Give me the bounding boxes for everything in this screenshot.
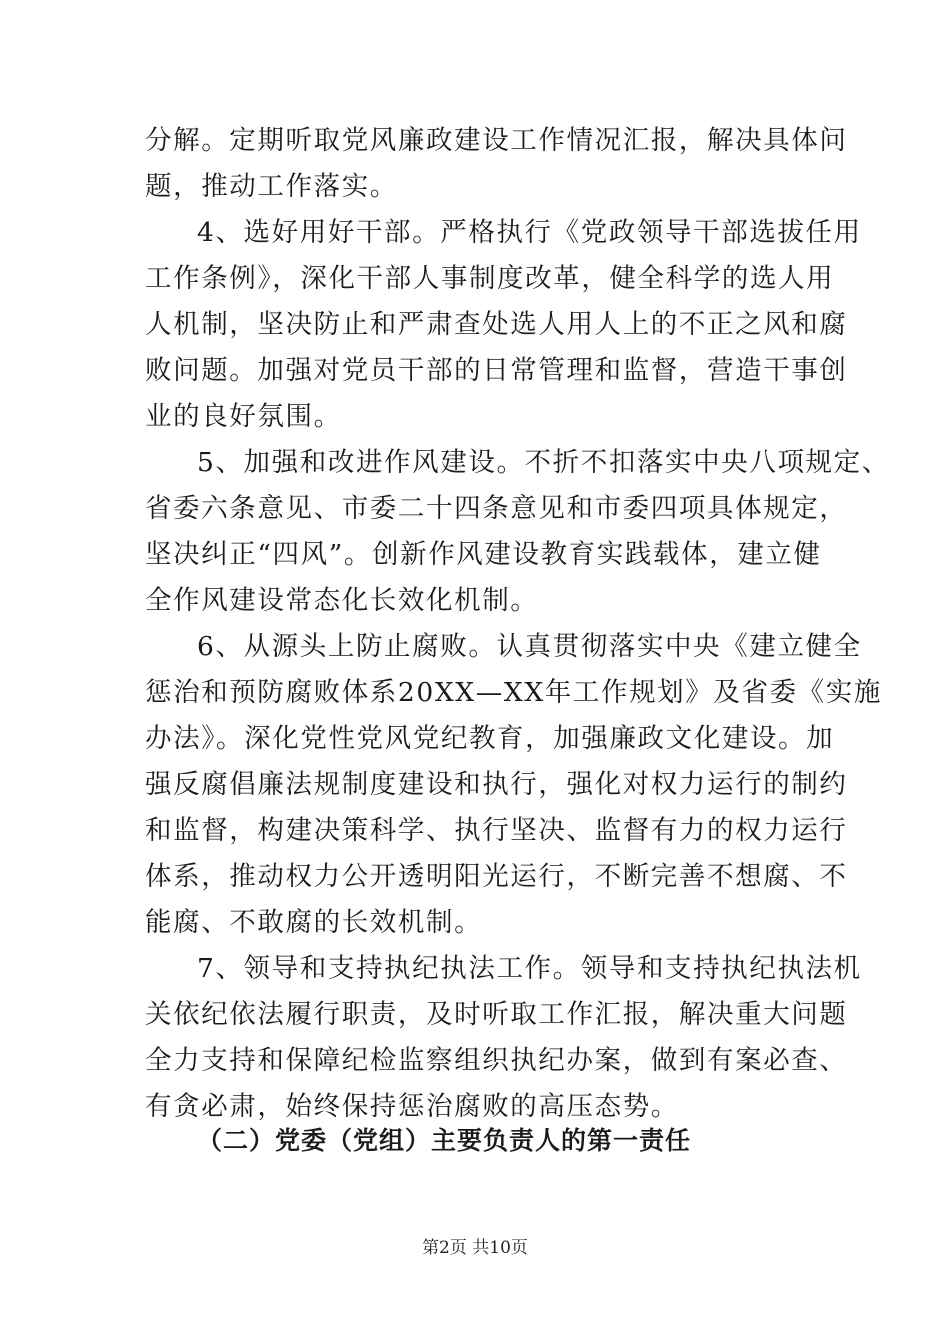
- body-text-line: 题，推动工作落实。: [145, 171, 398, 202]
- body-text-line: 关依纪依法履行职责，及时听取工作汇报，解决重大问题: [145, 999, 848, 1030]
- body-text-line: 全力支持和保障纪检监察组织执纪办案，做到有案必查、: [145, 1045, 848, 1076]
- page-number-footer: 第2页 共10页: [422, 1238, 528, 1258]
- body-text-line: 败问题。加强对党员干部的日常管理和监督，营造干事创: [145, 355, 848, 386]
- body-text-line: 省委六条意见、市委二十四条意见和市委四项具体规定，: [145, 493, 848, 524]
- body-text-line: 分解。定期听取党风廉政建设工作情况汇报，解决具体问: [145, 125, 848, 156]
- section-heading: （二）党委（党组）主要负责人的第一责任: [197, 1126, 692, 1155]
- body-text-line: 全作风建设常态化长效化机制。: [145, 585, 539, 616]
- body-text-line: 办法》。深化党性党风党纪教育，加强廉政文化建设。加: [145, 723, 835, 754]
- body-text-line: 强反腐倡廉法规制度建设和执行，强化对权力运行的制约: [145, 769, 848, 800]
- body-text-line: 能腐、不敢腐的长效机制。: [145, 907, 483, 938]
- body-text-line: 工作条例》，深化干部人事制度改革，健全科学的选人用: [145, 263, 835, 294]
- paragraph-6-first-line: 6、从源头上防止腐败。认真贯彻落实中央《建立健全: [197, 631, 862, 662]
- paragraph-5-first-line: 5、加强和改进作风建设。不折不扣落实中央八项规定、: [197, 447, 890, 478]
- body-text-line: 体系，推动权力公开透明阳光运行，不断完善不想腐、不: [145, 861, 848, 892]
- paragraph-7-first-line: 7、领导和支持执纪执法工作。领导和支持执纪执法机: [197, 953, 862, 984]
- body-text-line: 坚决纠正“四风”。创新作风建设教育实践载体，建立健: [145, 539, 822, 570]
- body-text-line: 人机制，坚决防止和严肃查处选人用人上的不正之风和腐: [145, 309, 848, 340]
- body-text-line: 惩治和预防腐败体系20XX—XX年工作规划》及省委《实施: [145, 677, 882, 708]
- body-text-line: 业的良好氛围。: [145, 401, 342, 432]
- body-text-line: 有贪必肃，始终保持惩治腐败的高压态势。: [145, 1091, 679, 1122]
- paragraph-4-first-line: 4、选好用好干部。严格执行《党政领导干部选拔任用: [197, 217, 862, 248]
- body-text-line: 和监督，构建决策科学、执行坚决、监督有力的权力运行: [145, 815, 848, 846]
